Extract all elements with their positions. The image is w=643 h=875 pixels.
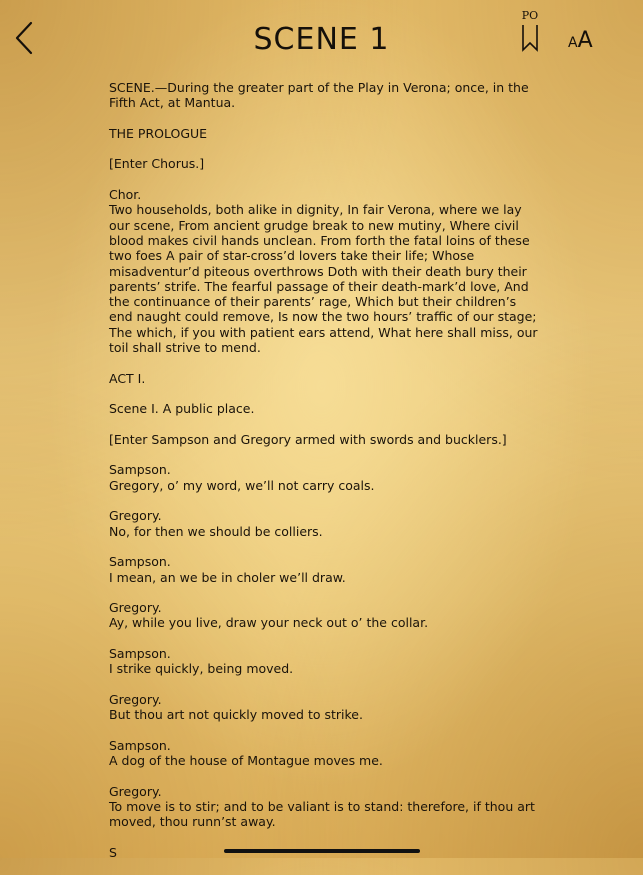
- text-paragraph: Gregory. To move is to stir; and to be valiant is to stand: therefore, if thou art moved, thou runn’st away.: [109, 783, 535, 830]
- text-paragraph: Sampson. I mean, an we be in choler we’ll draw.: [109, 554, 346, 585]
- text-paragraph: Sampson. Gregory, o’ my word, we’ll not carry coals.: [109, 462, 375, 493]
- font-size-button[interactable]: [568, 28, 593, 54]
- text-paragraph: Gregory. No, for then we should be colliers.: [109, 508, 323, 539]
- text-paragraph: Chor. Two households, both alike in dignity, In fair Verona, where we lay our scene, From ancient grudge break to new mutiny, Where civil blood makes civil hands unclean. From forth the fatal loins of these two foes A pair of star-cross’d lovers take their life; Whose misadventur’d piteous overthrows Doth with their death bury their parents’ strife. The fearful passage of their death-mark’d love, And the continuance of their parents’ rage, Which but their children’s end naught could remove, Is now the two hours’ traffic of our stage; The which, if you with patient ears attend, What here shall miss, our toil shall strive to mend.: [109, 187, 538, 356]
- text-paragraph: Gregory. Ay, while you live, draw your neck out o’ the collar.: [109, 600, 429, 631]
- reading-content[interactable]: [109, 80, 539, 875]
- home-indicator[interactable]: [224, 849, 420, 853]
- text-paragraph: Sampson. A dog of the house of Montague moves me.: [109, 737, 383, 769]
- text-paragraph: Gregory. But thou art not quickly moved to strike.: [109, 691, 363, 723]
- font-size-large-a: A: [577, 28, 593, 53]
- text-paragraph: ACT I.: [109, 370, 146, 386]
- text-paragraph: THE PROLOGUE: [109, 125, 208, 141]
- text-paragraph: S: [109, 844, 117, 860]
- text-paragraph: Sampson. I strike quickly, being moved.: [109, 645, 294, 677]
- bookmark-button[interactable]: [516, 10, 544, 56]
- text-paragraph: SCENE.—During the greater part of the Play in Verona; once, in the Fifth Act, at Mantua.: [109, 80, 529, 111]
- text-paragraph: Scene I. A public place.: [109, 401, 255, 417]
- font-size-small-a: A: [568, 35, 578, 51]
- page-title: SCENE 1: [253, 22, 390, 57]
- bookmark-label: PO: [521, 9, 539, 22]
- bookmark-icon: [521, 24, 539, 52]
- text-paragraph: [Enter Chorus.]: [109, 156, 205, 172]
- text-paragraph: [Enter Sampson and Gregory armed with swords and bucklers.]: [109, 431, 507, 447]
